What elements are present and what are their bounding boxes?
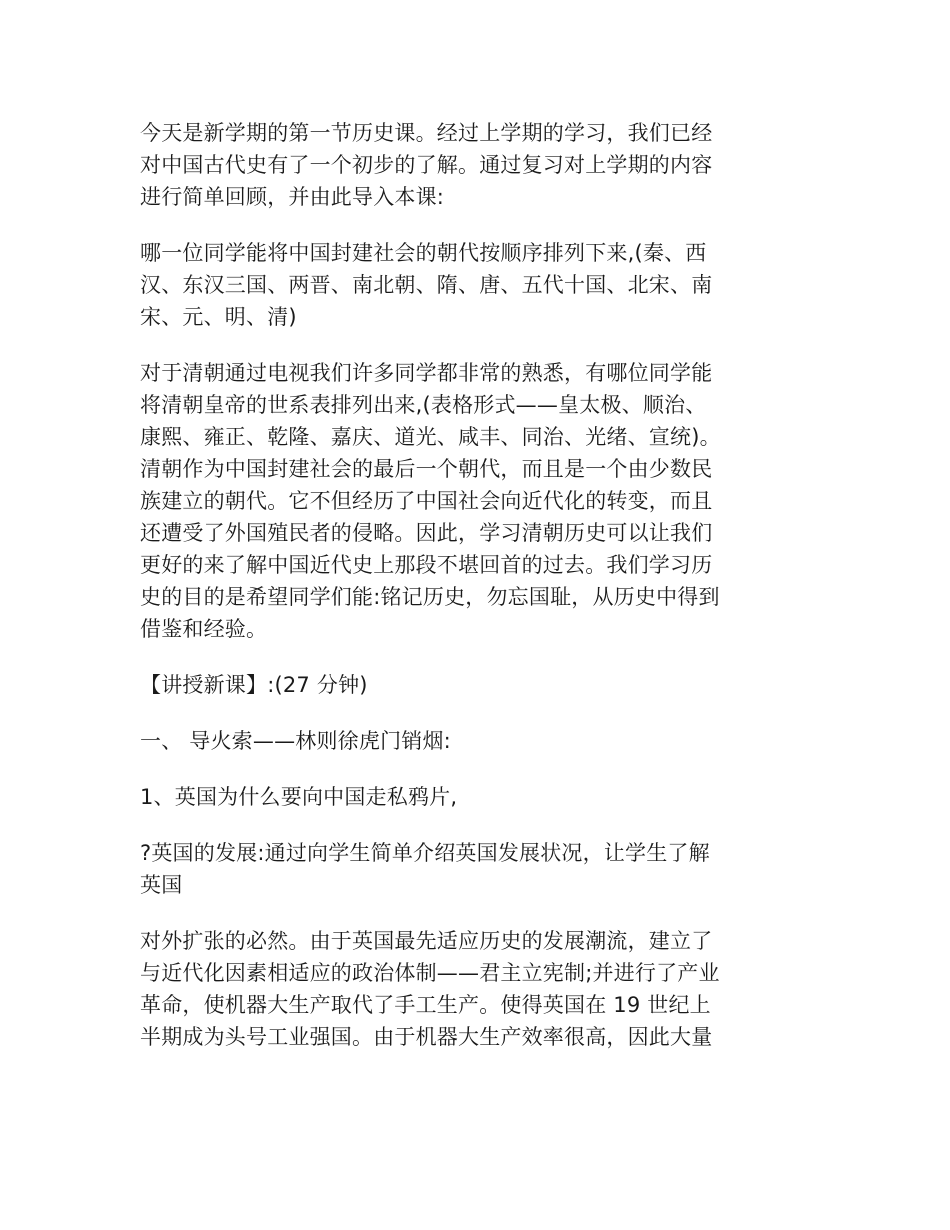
text-line: ?英国的发展:通过向学生简单介绍英国发展状况，让学生了解 [140, 841, 710, 865]
text-line: 进行简单回顾，并由此导入本课: [140, 185, 445, 209]
text-line: 对中国古代史有了一个初步的了解。通过复习对上学期的内容 [140, 153, 713, 177]
paragraph-dynasties [140, 237, 812, 333]
section-heading-new-lesson [140, 669, 812, 701]
text-line: 还遭受了外国殖民者的侵略。因此，学习清朝历史可以让我们 [140, 521, 713, 545]
text-line: 汉、东汉三国、两晋、南北朝、隋、唐、五代十国、北宋、南 [140, 273, 713, 297]
text-line: 一、 导火索——林则徐虎门销烟: [140, 729, 451, 753]
text-line: 革命，使机器大生产取代了手工生产。使得英国在 19 世纪上 [140, 993, 711, 1017]
text-line: 半期成为头号工业强国。由于机器大生产效率很高，因此大量 [140, 1025, 713, 1049]
text-line: 史的目的是希望同学们能:铭记历史，勿忘国耻，从历史中得到 [140, 585, 720, 609]
text-line: 更好的来了解中国近代史上那段不堪回首的过去。我们学习历 [140, 553, 713, 577]
text-line: 族建立的朝代。它不但经历了中国社会向近代化的转变，而且 [140, 489, 713, 513]
text-line: 英国 [140, 873, 183, 897]
text-line: 1、英国为什么要向中国走私鸦片, [140, 785, 458, 809]
text-line: 对外扩张的必然。由于英国最先适应历史的发展潮流，建立了 [140, 929, 713, 953]
document-page [140, 117, 812, 1077]
paragraph-england-intro [140, 837, 812, 901]
section-heading-opium [140, 725, 812, 757]
text-line: 清朝作为中国封建社会的最后一个朝代，而且是一个由少数民 [140, 457, 713, 481]
text-line: 【讲授新课】:(27 分钟) [140, 673, 368, 697]
text-line: 宋、元、明、清) [140, 305, 297, 329]
text-line: 与近代化因素相适应的政治体制——君主立宪制;并进行了产业 [140, 961, 720, 985]
text-line: 对于清朝通过电视我们许多同学都非常的熟悉，有哪位同学能 [140, 361, 713, 385]
text-line: 将清朝皇帝的世系表排列出来,(表格形式——皇太极、顺治、 [140, 393, 707, 417]
text-line: 借鉴和经验。 [140, 617, 268, 641]
text-line: 康熙、雍正、乾隆、嘉庆、道光、咸丰、同治、光绪、宣统)。 [140, 425, 721, 449]
text-line: 哪一位同学能将中国封建社会的朝代按顺序排列下来,(秦、西 [140, 241, 707, 265]
paragraph-england-expansion [140, 925, 812, 1053]
paragraph-qing [140, 357, 812, 645]
question-heading [140, 781, 812, 813]
text-line: 今天是新学期的第一节历史课。经过上学期的学习，我们已经 [140, 121, 713, 145]
paragraph-intro [140, 117, 812, 213]
